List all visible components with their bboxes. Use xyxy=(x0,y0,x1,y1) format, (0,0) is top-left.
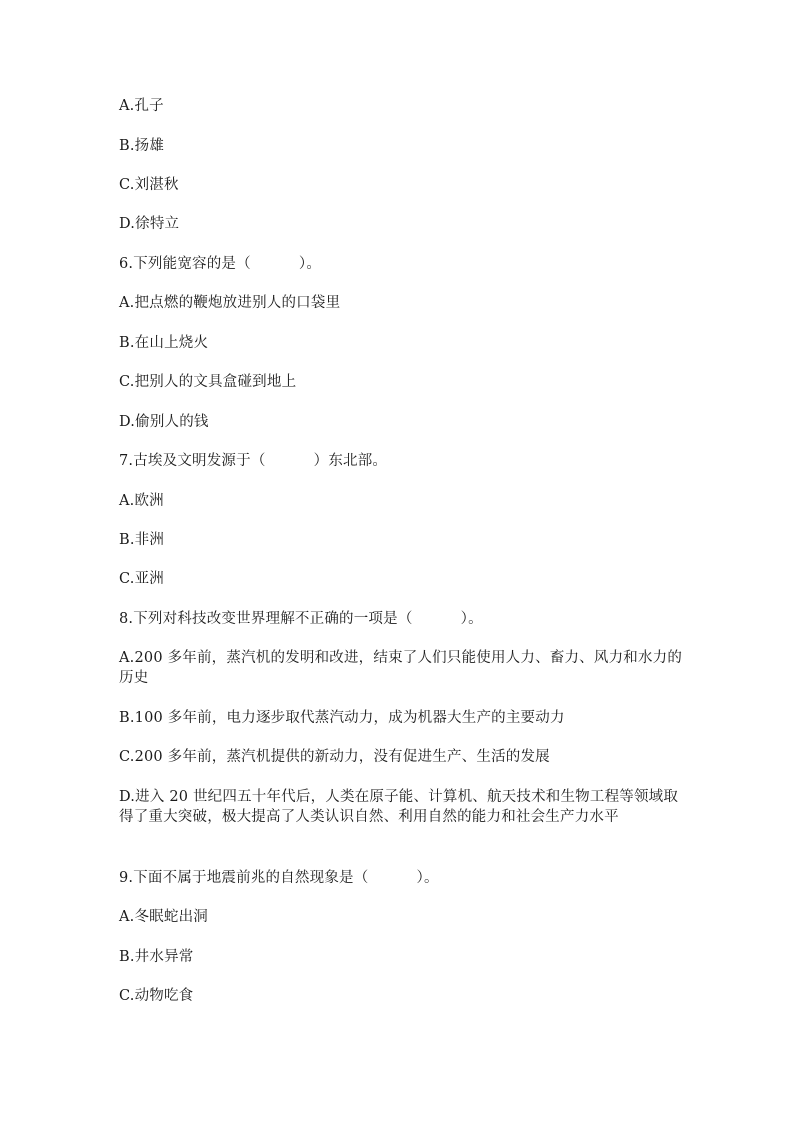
question-9-option-a: A.冬眠蛇出洞 xyxy=(119,909,208,925)
question-8-stem: 8.下列对科技改变世界理解不正确的一项是（ ）。 xyxy=(119,611,483,627)
question-6-option-a: A.把点燃的鞭炮放进别人的口袋里 xyxy=(119,295,341,311)
question-6-option-d: D.偷别人的钱 xyxy=(119,414,209,430)
question-8-option-b: B.100 多年前，电力逐步取代蒸汽动力，成为机器大生产的主要动力 xyxy=(119,710,565,726)
question-9-stem: 9.下面不属于地震前兆的自然现象是（ ）。 xyxy=(119,870,439,886)
question-6-option-c: C.把别人的文具盒碰到地上 xyxy=(119,374,297,390)
prev-option-d: D.徐特立 xyxy=(119,216,180,232)
question-8-option-d: D.进入 20 世纪四五十年代后，人类在原子能、计算机、航天技术和生物工程等领域取得了重大突破，极大提高了人类认识自然、利用自然的能力和社会生产力水平 xyxy=(119,789,679,825)
question-9-option-b: B.井水异常 xyxy=(119,949,194,965)
question-8-option-c: C.200 多年前，蒸汽机提供的新动力，没有促进生产、生活的发展 xyxy=(119,749,550,765)
question-6-option-b: B.在山上烧火 xyxy=(119,335,209,351)
question-8-option-a: A.200 多年前，蒸汽机的发明和改进，结束了人们只能使用人力、畜力、风力和水力的历史 xyxy=(119,650,683,686)
question-7-option-a: A.欧洲 xyxy=(119,493,164,509)
prev-option-a: A.孔子 xyxy=(119,98,164,114)
prev-option-b: B.扬雄 xyxy=(119,138,165,154)
question-7-option-b: B.非洲 xyxy=(119,532,165,548)
question-7-option-c: C.亚洲 xyxy=(119,571,164,587)
question-6-stem: 6.下列能宽容的是（ ）。 xyxy=(119,256,322,272)
question-9-option-c: C.动物吃食 xyxy=(119,988,194,1004)
prev-option-c: C.刘湛秋 xyxy=(119,177,179,193)
question-7-stem: 7.古埃及文明发源于（ ）东北部。 xyxy=(119,453,388,469)
